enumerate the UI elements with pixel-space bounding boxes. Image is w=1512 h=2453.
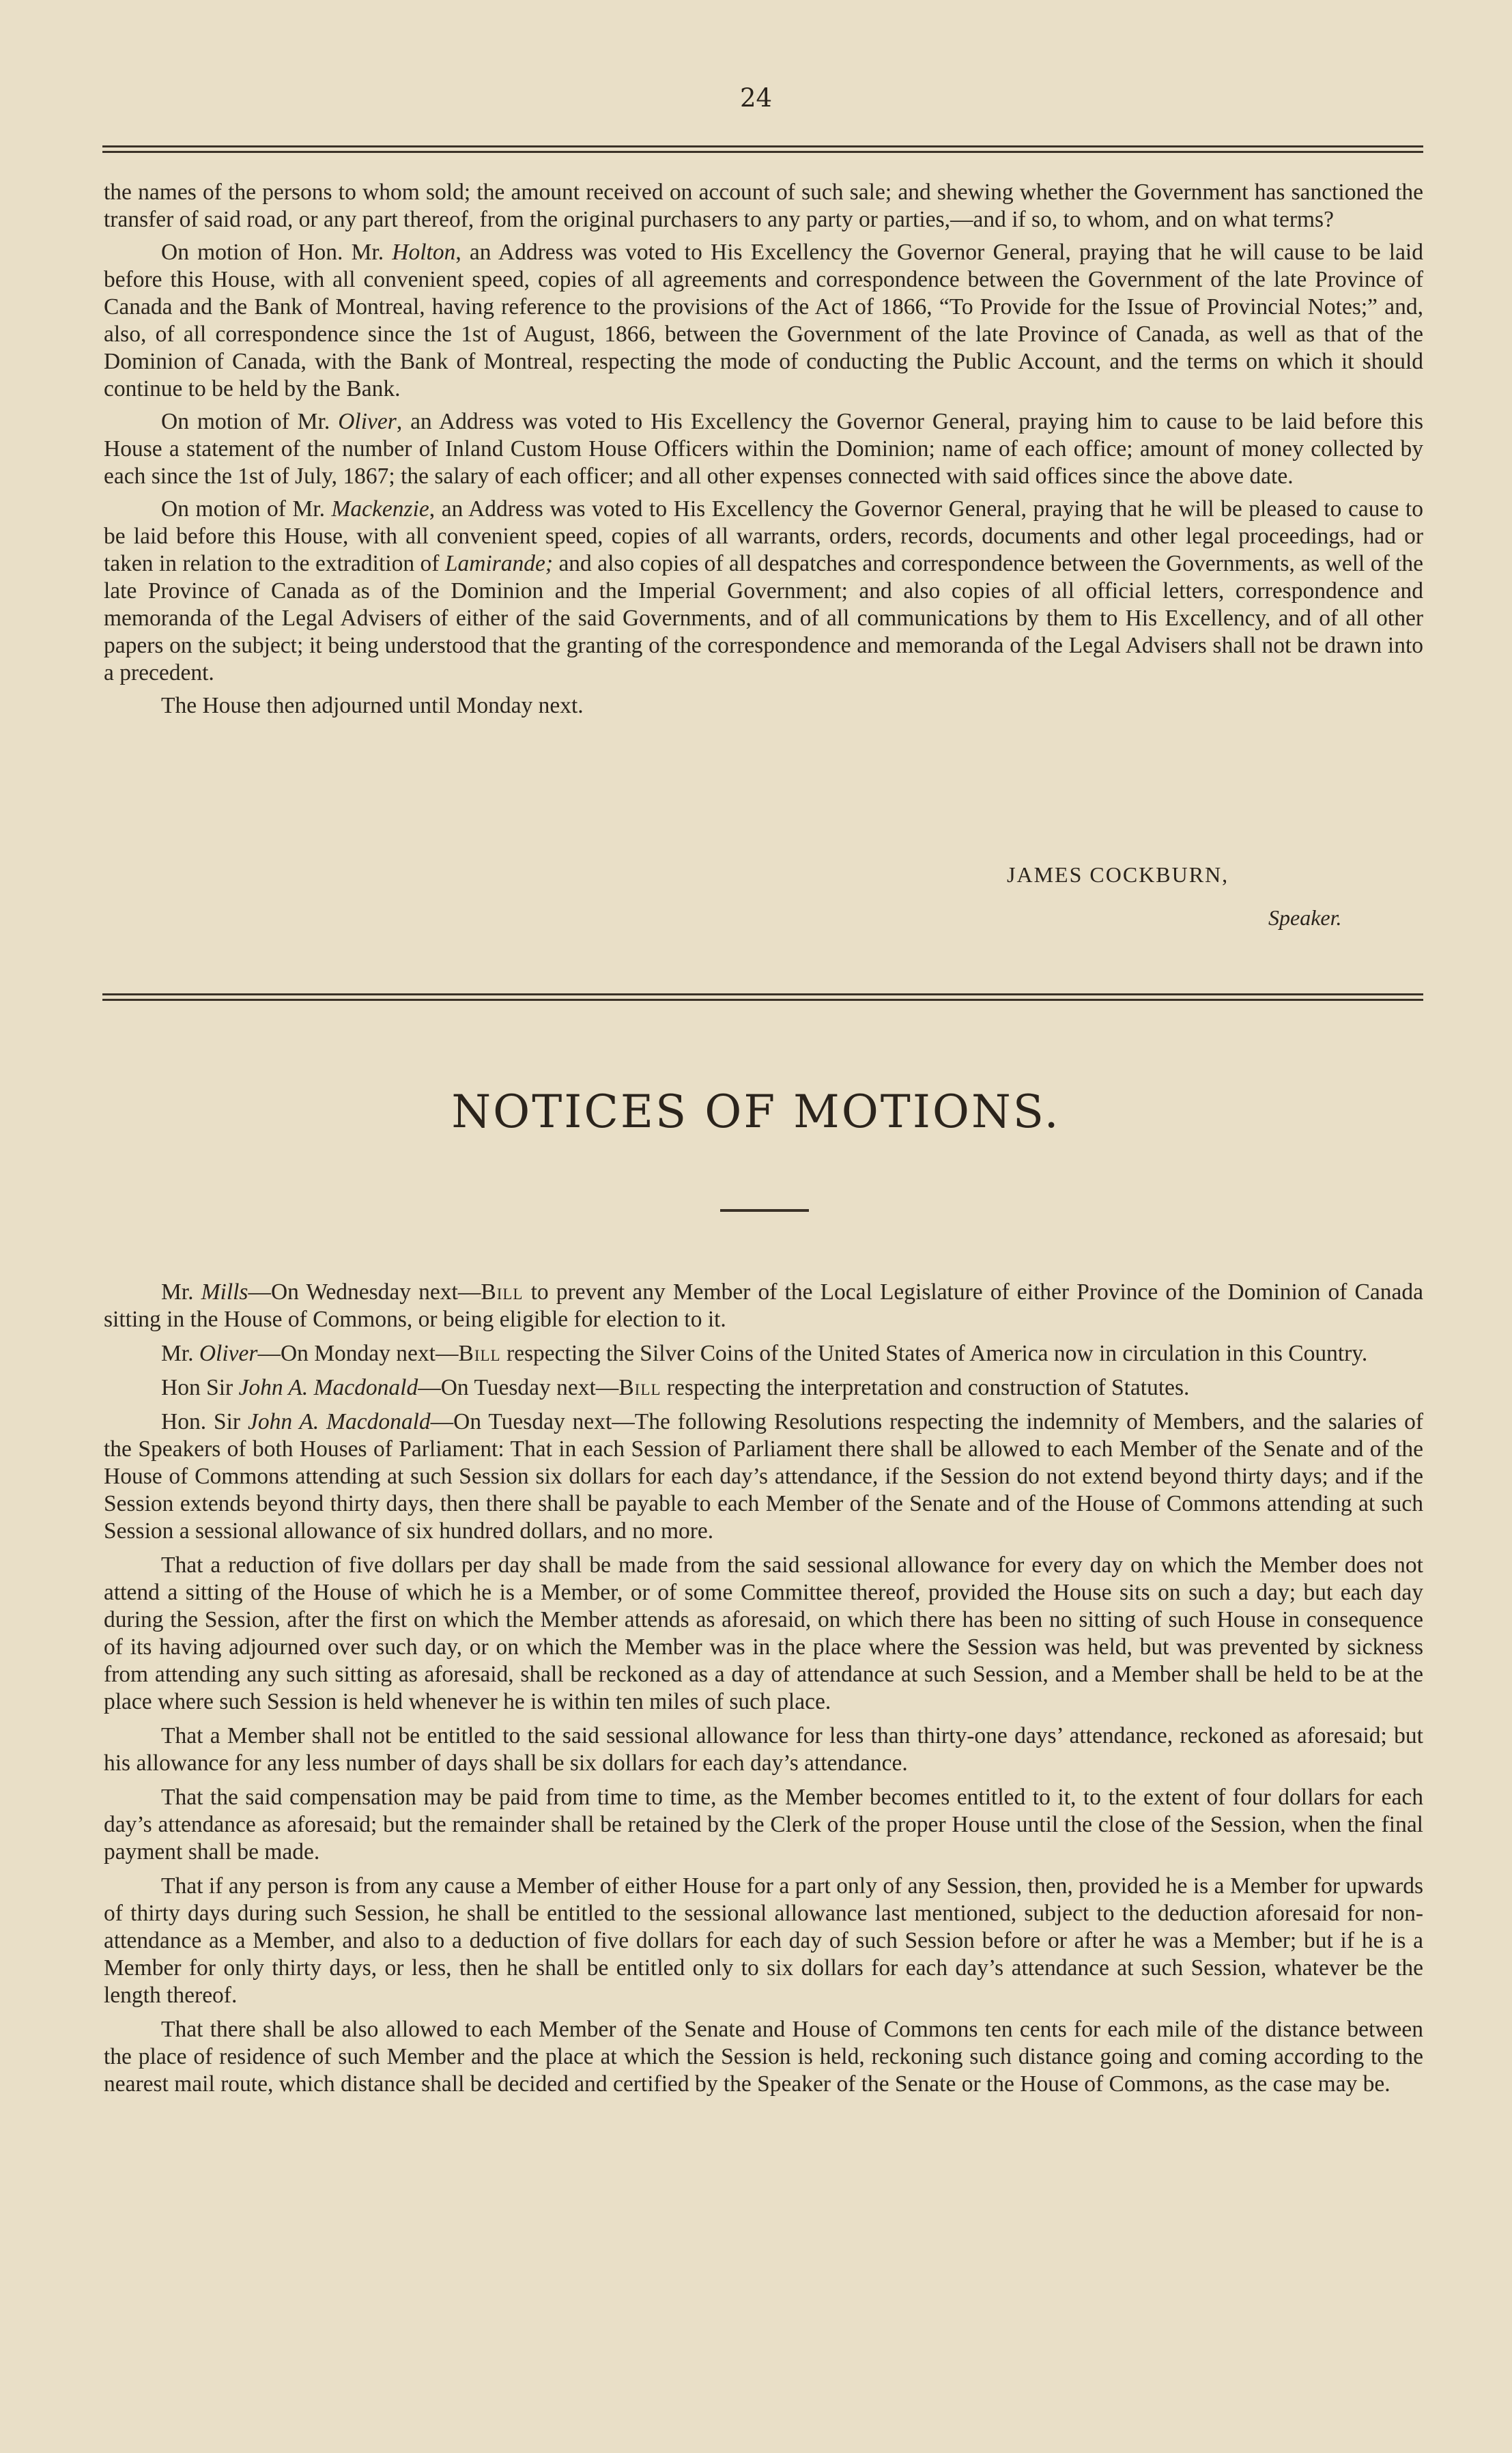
section-title: NOTICES OF MOTIONS. [451,1086,1061,1138]
resolution-paragraph: That a Member shall not be entitled to the said sessional allowance for less than thirty-one days’ attendance, reckoned as aforesaid; but his allowance for any less number of days shall be six dollars for each day’s attendance. [104,1723,1423,1776]
bill-label: Bill [618,1375,661,1400]
member-name: John A. Macdonald [247,1409,431,1434]
section-double-rule [102,993,1423,1001]
resolution-paragraph: That if any person is from any cause a Member of either House for a part only of any Session, then, provided he is a Member for upwards of thirty days during such Session, he shall be entitled to the sessional allowance last mentioned, subject to the deduction aforesaid for non-attendance as a Member, and also to a deduction of five dollars for each day of such Session before or after he was a Member; but if he is a Member for only thirty days, or less, then he shall be entitled only to six dollars for each day’s attendance at such Session, whatever be the length thereof. [104,1873,1423,2008]
resolution-paragraph: That a reduction of five dollars per day shall be made from the said sessional allowance for every day on which the Member does not attend a sitting of the House of which he is a Member, or of some Committee thereof, provided the House sits on such a day; but each day during the Session, after the first on which the Member attends as aforesaid, on which there has been no sitting of such House in consequence of its having adjourned over such day, or on which the Member was in the place where the Session was held, but was prevented by sickness from attending any such sitting as aforesaid, shall be reckoned as a day of attendance at such Session, and a Member shall be held to be at the place where such Session is held whenever he is within ten miles of such place. [104,1552,1423,1714]
signature-name: JAMES COCKBURN, [1007,862,1229,887]
bill-label: Bill [481,1279,524,1305]
notice-item: Hon. Sir John A. Macdonald—On Tuesday next—The following Resolutions respecting the indemnity of Members, and the salaries of the Speakers of both Houses of Parliament: That in each Session of Parliament there shall be allowed to each Member of the Senate and of the House of Commons attending at such Session six dollars for each day’s attendance, if the Session do not extend beyond thirty days; and if the Session extends beyond thirty days, then there shall be payable to each Member of the Senate and of the House of Commons attending at such Session a sessional allowance of six hundred dollars, and no more. [104,1409,1424,1544]
header-double-rule [102,145,1423,153]
notice-item: Mr. Mills—On Wednesday next—Bill to prevent any Member of the Local Legislature of either Province of the Dominion of Canada sitting in the House of Commons, or being eligible for election to it. [104,1279,1423,1332]
case-name: Lamirande; [444,551,554,576]
paragraph: On motion of Mr. Mackenzie, an Address was voted to His Excellency the Governor General, praying that he will be pleased to cause to be laid before this House, with all convenient speed, copies of all warrants, orders, records, documents and other legal proceedings, had or taken in relation to the extradition of Lamirande; and also copies of all despatches and correspondence between the Governments, as well of the late Province of Canada as of the Dominion and the Imperial Government; and also copies of all official letters, correspondence and memoranda of the Legal Advisers of either of the said Governments, and of all communications by them to His Excellency, and of all other papers on the subject; it being understood that the granting of the correspondence and memoranda of the Legal Advisers shall not be drawn into a precedent. [104,496,1423,685]
member-name: Mackenzie [331,496,429,522]
paragraph: the names of the persons to whom sold; the amount received on account of such sale; and shewing whether the Government has sanctioned the transfer of said road, or any part thereof, from the original purchasers to any party or parties,—and if so, to whom, and on what terms? [104,180,1423,232]
paragraph: On motion of Hon. Mr. Holton, an Address was voted to His Excellency the Governor General, praying that he will cause to be laid before this House, with all convenient speed, copies of all agreements and correspondence between the Government of the late Province of Canada and the Bank of Montreal, having reference to the provisions of the Act of 1866, “To Provide for the Issue of Provincial Notes;” and, also, of all correspondence since the 1st of August, 1866, between the Government of the late Province of Canada, as well as that of the Dominion of Canada, with the Bank of Montreal, respecting the mode of conducting the Public Account, and the terms on which it should continue to be held by the Bank. [104,240,1423,401]
notice-item: Hon Sir John A. Macdonald—On Tuesday next—Bill respecting the interpretation and construction of Statutes. [161,1375,1190,1400]
title-underline [720,1209,809,1212]
bill-label: Bill [458,1341,501,1366]
signature-title: Speaker. [1268,905,1342,930]
paragraph: The House then adjourned until Monday next. [161,693,584,718]
member-name: John A. Macdonald [238,1375,418,1400]
proceedings-text [104,179,1423,725]
notice-item: Mr. Oliver—On Monday next—Bill respecting the Silver Coins of the United States of America now in circulation in this Country. [161,1341,1368,1366]
member-name: Oliver [338,409,397,434]
member-name: Mills [201,1279,248,1305]
notices-text [104,1279,1423,2105]
page-number: 24 [739,83,773,113]
resolution-paragraph: That the said compensation may be paid from time to time, as the Member becomes entitled to it, to the extent of four dollars for each day’s attendance as aforesaid; but the remainder shall be retained by the Clerk of the proper House until the close of the Session, when the final payment shall be made. [104,1785,1423,1864]
paragraph: On motion of Mr. Oliver, an Address was voted to His Excellency the Governor General, praying him to cause to be laid before this House a statement of the number of Inland Custom House Officers within the Dominion; name of each office; amount of money collected by each since the 1st of July, 1867; the salary of each officer; and all other expenses connected with said offices since the above date. [104,409,1423,489]
member-name: Holton [392,240,456,265]
resolution-paragraph: That there shall be also allowed to each Member of the Senate and House of Commons ten cents for each mile of the distance between the place of residence of such Member and the place at which the Session is held, reckoning such distance going and coming according to the nearest mail route, which distance shall be decided and certified by the Speaker of the Senate or the House of Commons, as the case may be. [104,2017,1423,2097]
member-name: Oliver [199,1341,258,1366]
